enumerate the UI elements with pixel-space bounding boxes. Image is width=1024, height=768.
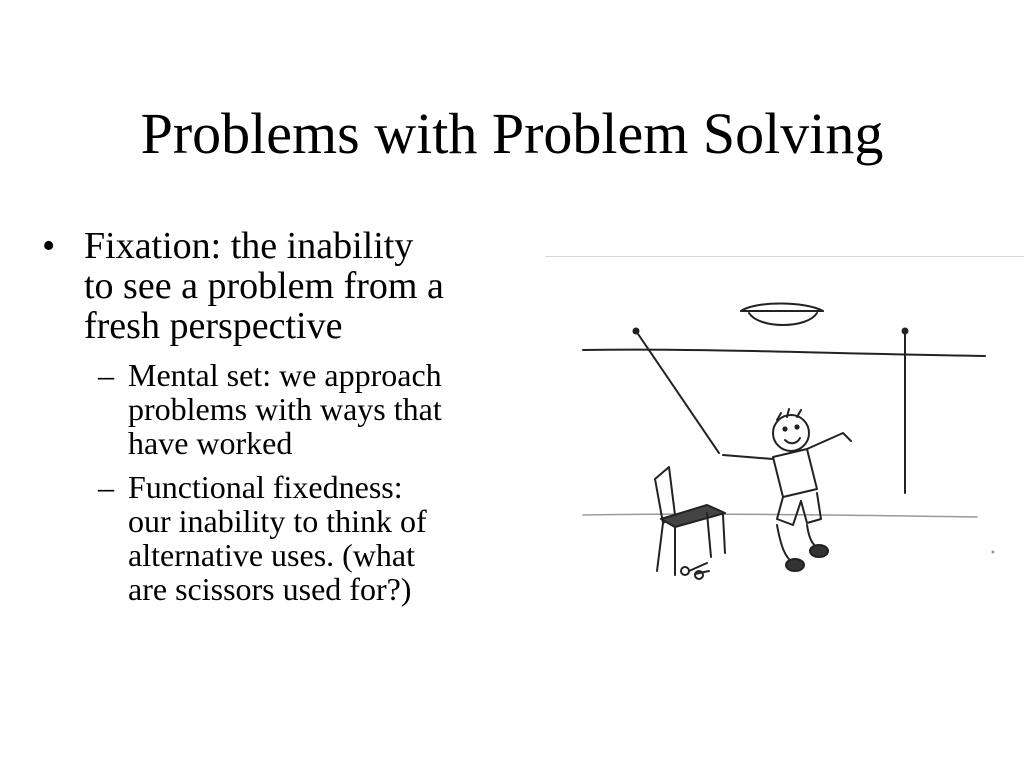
bullet-marker: • [42, 225, 56, 267]
slide-title: Problems with Problem Solving [140, 101, 884, 166]
sub-bullet-text-line: our inability to think of [128, 503, 427, 539]
sub-bullet-item [42, 470, 542, 606]
bullet-item [42, 226, 542, 346]
chair-seat [661, 505, 725, 527]
person-left-leg [777, 497, 801, 525]
sub-bullet-text-line: problems with ways that [128, 391, 442, 427]
sub-bullet-marker: – [98, 469, 114, 505]
person-right-arm [807, 433, 851, 449]
person-shirt [773, 449, 817, 497]
bullet-text-line: to see a problem from a [84, 265, 444, 307]
person-right-shoe [810, 545, 828, 557]
bullet-list [42, 226, 542, 606]
scissors-icon [681, 567, 689, 575]
sub-bullet-text-line: are scissors used for?) [128, 571, 412, 607]
sub-bullet-text-line: Mental set: we approach [128, 357, 442, 393]
floor-line [583, 514, 977, 517]
bullet-text-line: Fixation: the inability [84, 225, 414, 267]
person-head [773, 415, 809, 451]
person-left-arm [723, 455, 773, 459]
person-right-leg [801, 493, 821, 523]
person-left-shoe [786, 559, 804, 571]
ceiling-line [583, 350, 985, 356]
sub-bullet-marker: – [98, 357, 114, 393]
two-string-problem-drawing-icon [545, 256, 1024, 623]
lamp-bowl [749, 313, 817, 325]
sub-bullet-text-line: alternative uses. (what [128, 537, 415, 573]
bullet-text-line: fresh perspective [84, 305, 343, 347]
sub-bullet-text-line: Functional fixedness: [128, 469, 403, 505]
sub-bullet-item [42, 358, 542, 460]
lamp-top [741, 304, 823, 312]
sub-bullet-text-line: have worked [128, 425, 293, 461]
